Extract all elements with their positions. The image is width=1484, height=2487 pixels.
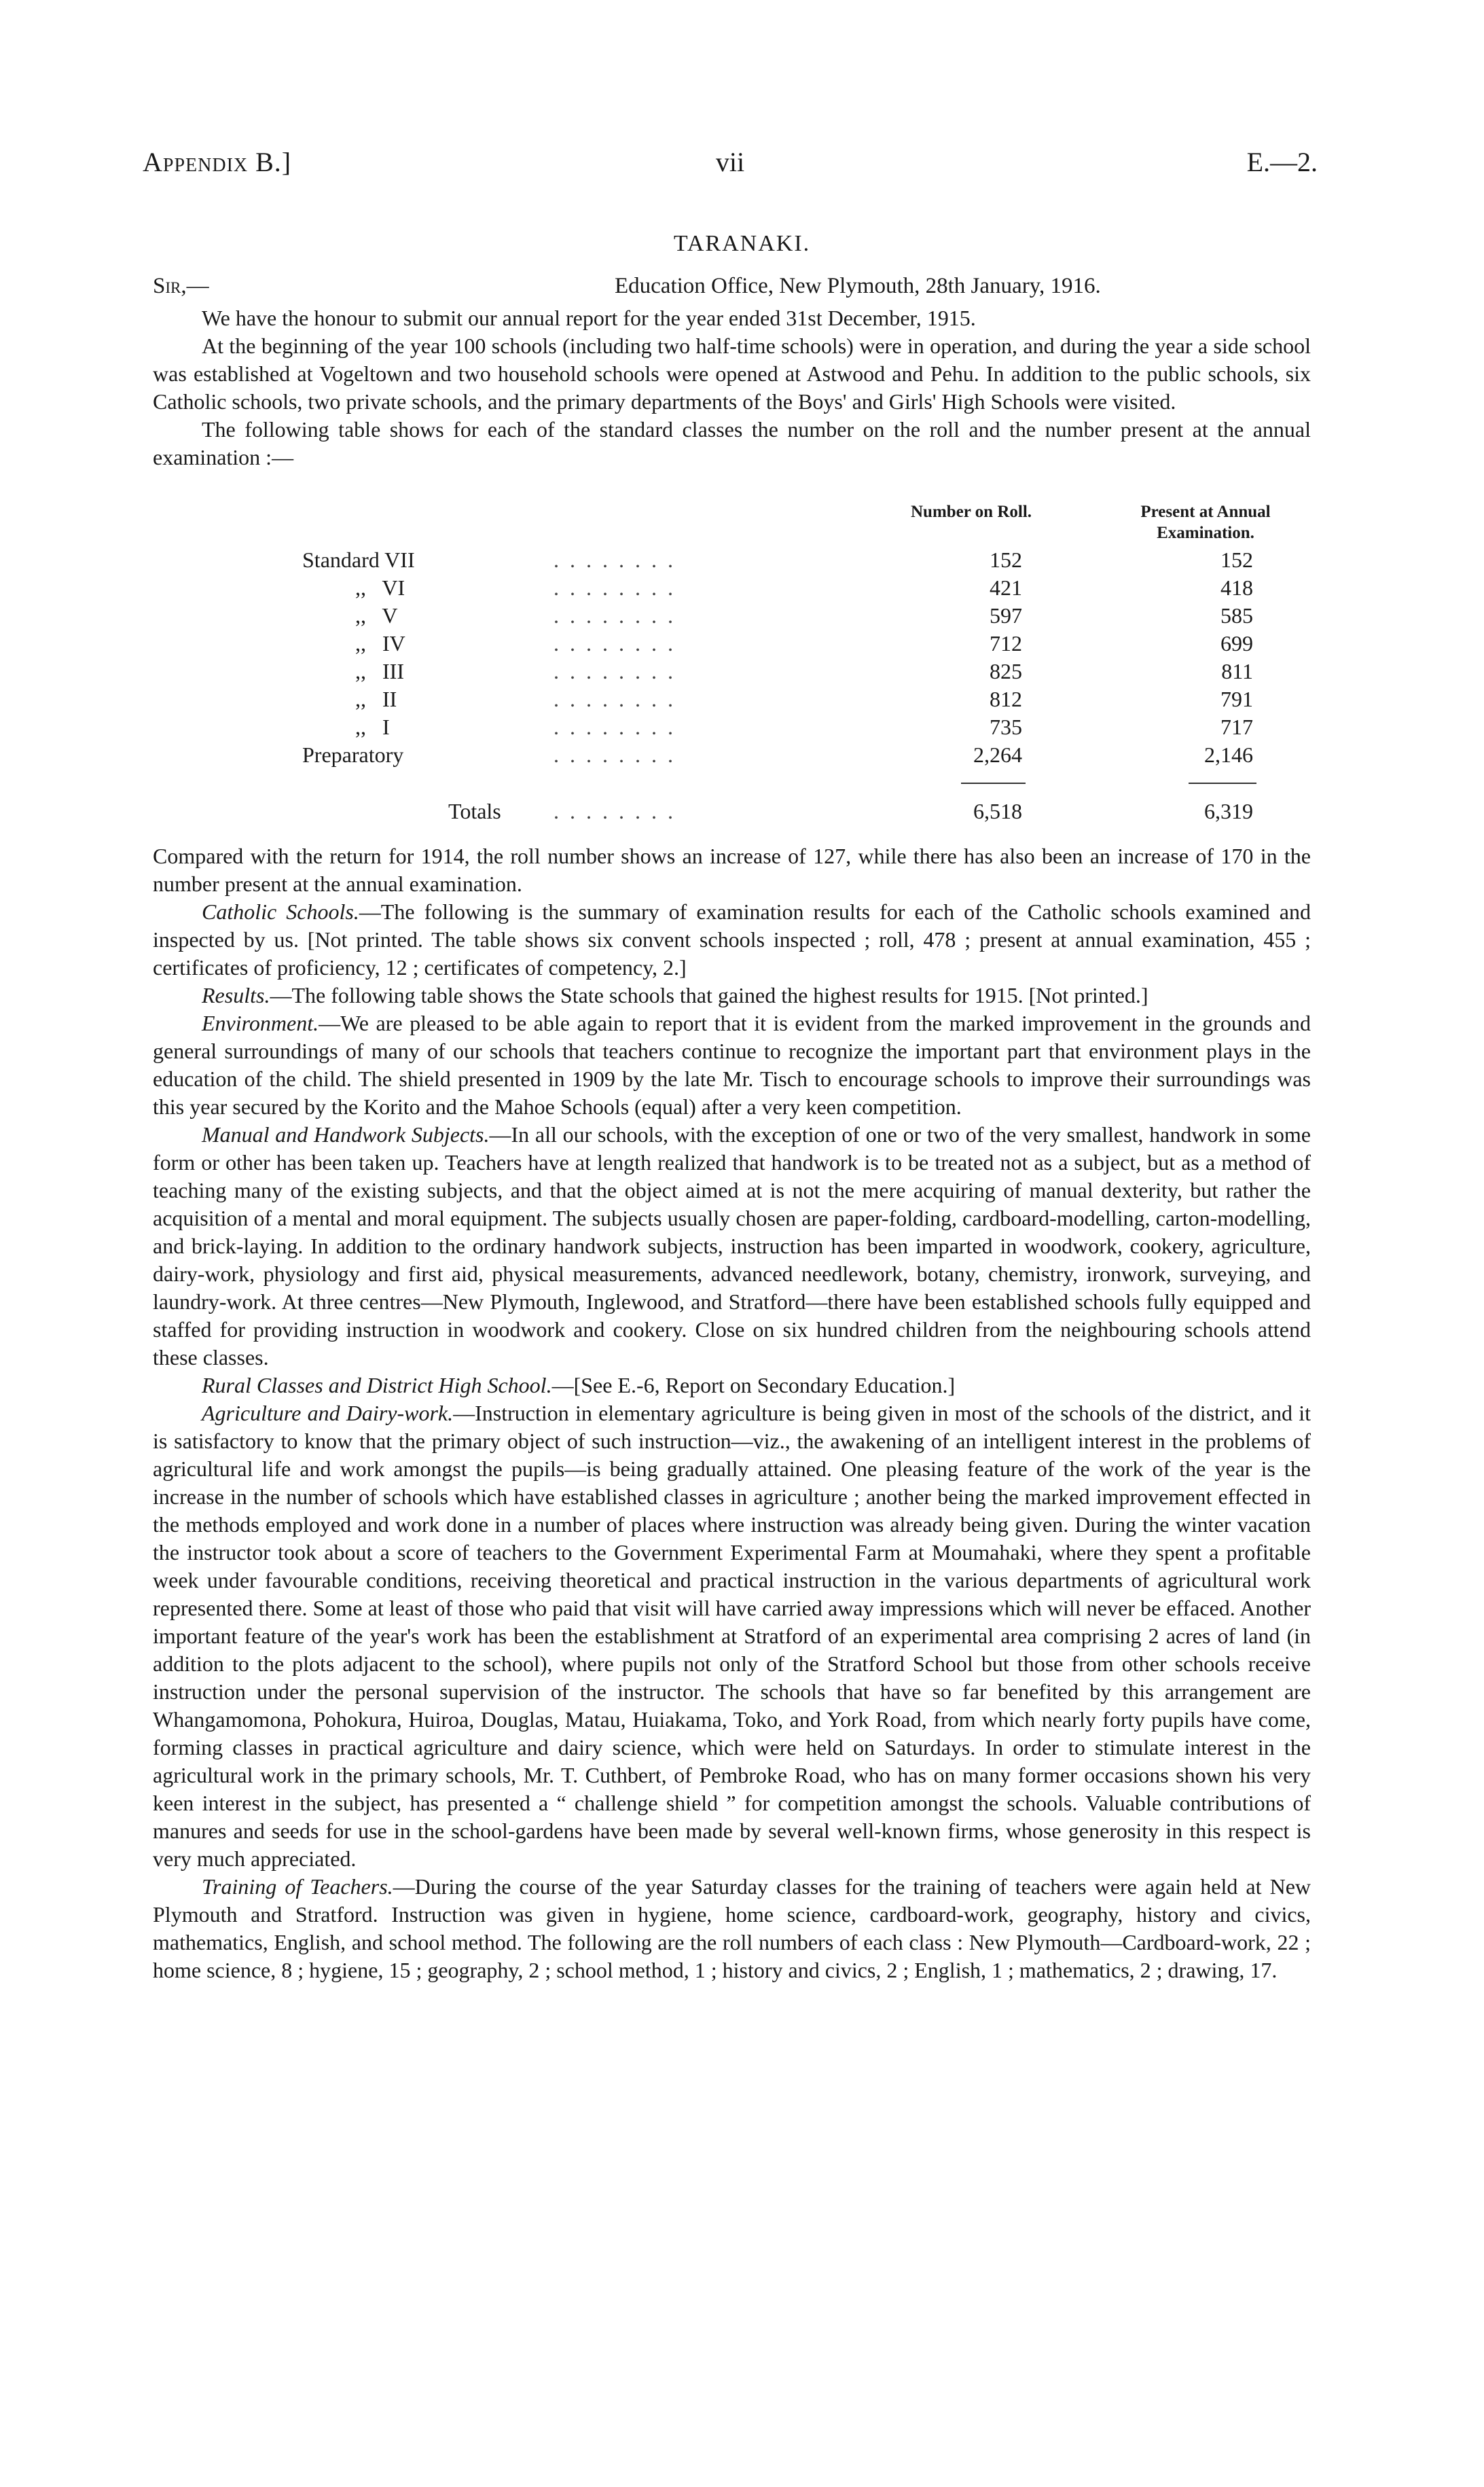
present-value: 699: [1220, 631, 1253, 656]
intro-paragraph: We have the honour to submit our annual report for the year ended 31st December, 1915.: [202, 306, 976, 330]
table-row: [153, 631, 1311, 659]
roll-value: 597: [990, 603, 1022, 628]
totals-row: [153, 799, 1311, 827]
paragraph-text: —[See E.-6, Report on Secondary Education.]: [551, 1373, 956, 1397]
column-header-present: Present at Annual Examination.: [1140, 503, 1271, 542]
totals-label: Totals: [448, 799, 501, 823]
paragraph-text: —Instruction in elementary agriculture is being given in most of the schools of the district, and it is satisfactory to know that the primary object of such instruction—viz., the awakening of an intelligent interest in the problems of agricultural life and work amongst the pupils—is being gradually attained. One pleasing feature of the work of the year is the increase in the number of schools which have established classes in agriculture ; another being the marked improvement effected in the methods employed and work done in a number of places where instruction was already being given. During the winter vacation the instructor took about a score of teachers to the Government Experimental Farm at Moumahaki, where they spent a profitable week under favourable conditions, receiving theoretical and practical instruction in the various departments of agricultural work represented there. Some at least of those who paid that visit will have carried away impressions which will never be effaced. Another important feature of the year's work has been the establishment at Stratford of an experimental area comprising 2 acres of land (in addition to the plots adjacent to the school), where pupils not only of the Stratford School but those from other schools receive instruction under the personal supervision of the instructor. The schools that have so far benefited by this arrangement are Whangamomona, Pohokura, Huiroa, Douglas, Matau, Huiakama, Toko, and York Road, from which nearly forty pupils have come, forming classes in practical agriculture and dairy science, which were held on Saturdays. In order to stimulate interest in the agricultural work in the primary schools, Mr. T. Cuthbert, of Pembroke Road, who has on many former occasions shown his very keen interest in the subject, has presented a “ challenge shield ” for competition amongst the schools. Valuable contributions of manures and seeds for use in the school-gardens have been made by several well-known firms, whose generosity in this respect is very much appreciated.: [153, 1401, 1311, 1871]
row-label: ,, III: [355, 659, 404, 683]
leader-dots: . . . . . . . .: [554, 659, 676, 683]
paragraph: [153, 898, 1311, 982]
paragraph-heading: Results.: [202, 983, 270, 1007]
roll-value: 152: [990, 548, 1022, 572]
present-value: 791: [1220, 687, 1253, 711]
sum-rule-present: [1189, 783, 1256, 784]
present-value: 152: [1220, 548, 1253, 572]
present-value: 2,146: [1204, 742, 1253, 767]
table-row: [153, 687, 1311, 715]
paragraph: [153, 1121, 1311, 1372]
paragraph-heading: Training of Teachers.: [202, 1874, 393, 1899]
row-label: Preparatory: [302, 742, 404, 767]
paragraph: [153, 1009, 1311, 1121]
leader-dots: . . . . . . . .: [554, 799, 676, 823]
present-value: 717: [1220, 715, 1253, 739]
present-value: 418: [1220, 575, 1253, 600]
sum-rule-roll: [961, 783, 1026, 784]
section-title: TARANAKI.: [673, 231, 811, 256]
dateline: Education Office, New Plymouth, 28th January, 1916.: [615, 274, 1101, 298]
roll-value: 712: [990, 631, 1022, 656]
paragraph-text: —The following is the summary of examination results for each of the Catholic schools examined and inspected by us. [Not printed. The table shows six convent schools inspected ; roll, 478 ; present at annual examination, 455 ; certificates of proficiency, 12 ; certificates of competency, 2.]: [153, 899, 1311, 980]
paragraph-text: —We are pleased to be able again to report that it is evident from the marked improvement in the grounds and general surroundings of many of our schools that teachers continue to recognize the important part that environment plays in the education of the child. The shield presented in 1909 by the late Mr. Tisch to encourage schools to improve their surroundings was this year secured by the Korito and the Mahoe Schools (equal) after a very keen competition.: [153, 1011, 1311, 1119]
paragraph-heading: Environment.: [202, 1011, 319, 1035]
intro-text: [153, 304, 1311, 471]
paragraph-text: Compared with the return for 1914, the roll number shows an increase of 127, while there has also been an increase of 170 in the number present at the annual examination.: [153, 844, 1311, 896]
running-header: [143, 146, 1318, 187]
paragraph-heading: Manual and Handwork Subjects.: [202, 1122, 490, 1147]
present-value: 585: [1220, 603, 1253, 628]
leader-dots: . . . . . . . .: [554, 687, 676, 711]
report-body: [153, 842, 1311, 1984]
table-row: [153, 603, 1311, 631]
roll-value: 812: [990, 687, 1022, 711]
intro-paragraph: The following table shows for each of the standard classes the number on the roll and the number present at the annual examination :—: [153, 417, 1311, 469]
page-number: vii: [715, 147, 745, 177]
present-value: 811: [1221, 659, 1253, 683]
paragraph-heading: Rural Classes and District High School.: [202, 1373, 552, 1397]
row-label: ,, V: [355, 603, 398, 628]
paragraph-text: —The following table shows the State schools that gained the highest results for 1915. [Not printed.]: [270, 983, 1148, 1007]
paragraph-heading: Agriculture and Dairy-work.: [202, 1401, 454, 1425]
paragraph-text: —During the course of the year Saturday classes for the training of teachers were again held at New Plymouth and Stratford. Instruction was given in hygiene, home science, cardboard-work, geography, history and civics, mathematics, English, and school method. The following are the roll numbers of each class : New Plymouth—Cardboard-work, 22 ; home science, 8 ; hygiene, 15 ; geography, 2 ; school method, 1 ; history and civics, 2 ; English, 1 ; mathematics, 2 ; drawing, 17.: [153, 1874, 1311, 1982]
row-label: ,, VI: [355, 575, 405, 600]
paragraph: [153, 982, 1311, 1009]
leader-dots: . . . . . . . .: [554, 575, 676, 600]
paragraph: [153, 1372, 1311, 1399]
present-total: 6,319: [1204, 799, 1253, 823]
row-label: ,, I: [355, 715, 390, 739]
paragraph: [153, 1873, 1311, 1984]
leader-dots: . . . . . . . .: [554, 603, 676, 628]
appendix-label: Appendix B.]: [143, 147, 292, 177]
leader-dots: . . . . . . . .: [554, 631, 676, 656]
roll-value: 735: [990, 715, 1022, 739]
table-row: [153, 742, 1311, 770]
salutation: Sir,—: [153, 274, 209, 298]
table-row: [153, 715, 1311, 742]
paragraph-text: —In all our schools, with the exception of one or two of the very smallest, handwork in some form or other has been taken up. Teachers have at length realized that handwork is to be treated not as a subject, but as a method of teaching many of the existing subjects, and that the object aimed at is not the mere acquiring of manual dexterity, but rather the acquisition of a mental and moral equipment. The subjects usually chosen are paper-folding, cardboard-modelling, carton-modelling, and brick-laying. In addition to the ordinary handwork subjects, instruction has been imparted in woodwork, cookery, agriculture, dairy-work, physiology and first aid, physical measurements, advanced needlework, botany, chemistry, ironwork, surveying, and laundry-work. At three centres—New Plymouth, Inglewood, and Stratford—there have been established schools fully equipped and staffed for providing instruction in woodwork and cookery. Close on six hundred children from the neighbouring schools attend these classes.: [153, 1122, 1311, 1370]
paragraph: [153, 1399, 1311, 1873]
roll-total: 6,518: [973, 799, 1022, 823]
table-row: [153, 548, 1311, 575]
paragraph-heading: Catholic Schools.: [202, 899, 359, 924]
row-label: Standard VII: [302, 548, 415, 572]
paragraph: [153, 842, 1311, 898]
roll-value: 421: [990, 575, 1022, 600]
leader-dots: . . . . . . . .: [554, 742, 676, 767]
row-label: ,, II: [355, 687, 397, 711]
table-row: [153, 575, 1311, 603]
report-code: E.—2.: [1246, 147, 1318, 177]
column-header-roll: Number on Roll.: [910, 503, 1032, 521]
leader-dots: . . . . . . . .: [554, 715, 676, 739]
roll-value: 825: [990, 659, 1022, 683]
row-label: ,, IV: [355, 631, 405, 656]
roll-value: 2,264: [973, 742, 1022, 767]
intro-paragraph: At the beginning of the year 100 schools (including two half-time schools) were in operation, and during the year a side school was established at Vogeltown and two household schools were opened at Astwood and Pehu. In addition to the public schools, six Catholic schools, two private schools, and the primary departments of the Boys' and Girls' High Schools were visited.: [153, 334, 1311, 414]
table-row: [153, 659, 1311, 687]
leader-dots: . . . . . . . .: [554, 548, 676, 572]
